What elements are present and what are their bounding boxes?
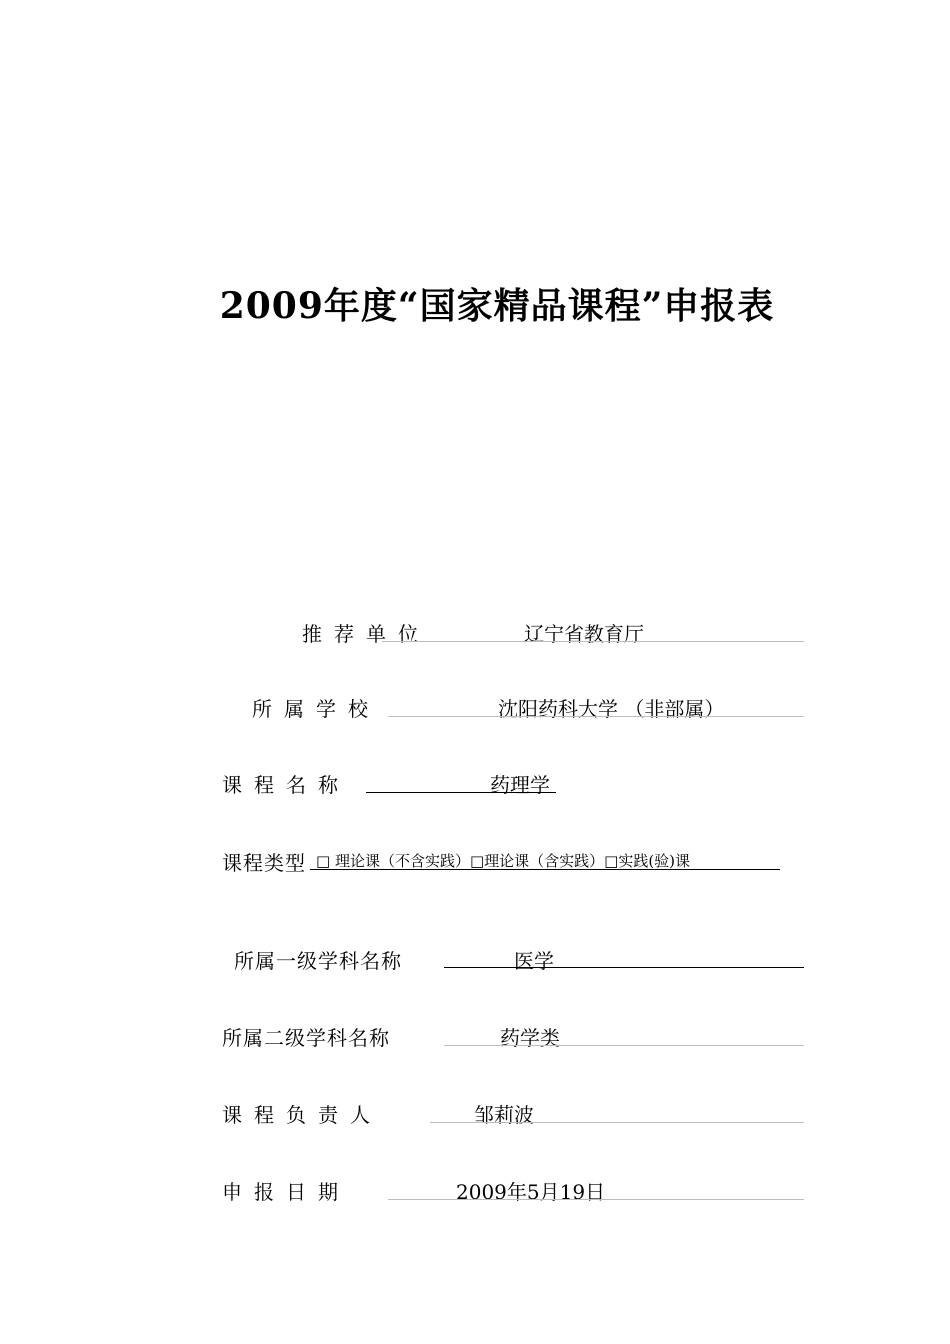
- school-value: 沈阳药科大学 （非部属）: [498, 697, 725, 721]
- course-type-options: [316, 850, 690, 871]
- first-discipline-line: [444, 967, 804, 968]
- document-title: 2009年度“国家精品课程”申报表: [219, 285, 775, 327]
- first-discipline-label: 所属一级学科名称: [234, 949, 402, 973]
- apply-date-line: [388, 1199, 804, 1200]
- apply-date-value: 2009年5月19日: [456, 1180, 606, 1204]
- apply-date-label: 申报日期: [222, 1180, 350, 1204]
- course-type-line: [310, 869, 780, 870]
- recommend-unit-label: 推荐单位: [302, 622, 430, 646]
- recommend-unit-line: [382, 641, 804, 642]
- course-name-value: 药理学: [490, 773, 550, 797]
- course-name-line: [366, 792, 556, 793]
- second-discipline-value: 药学类: [500, 1026, 560, 1050]
- first-discipline-value: 医学: [514, 949, 554, 973]
- course-leader-line: [430, 1122, 804, 1123]
- course-leader-label: 课程负责人: [222, 1103, 382, 1127]
- second-discipline-label: 所属二级学科名称: [222, 1026, 390, 1050]
- course-leader-value: 邹莉波: [474, 1103, 534, 1127]
- school-line: [388, 716, 804, 717]
- course-type-option-theory-with-practice[interactable]: □理论课（含实践）: [469, 852, 605, 870]
- course-type-option-practice[interactable]: □实践(验)课: [604, 852, 691, 870]
- course-name-label: 课程名称: [222, 773, 350, 797]
- school-label: 所属学校: [252, 697, 380, 721]
- course-type-option-theory-no-practice[interactable]: □ 理论课（不含实践）: [316, 852, 470, 870]
- recommend-unit-value: 辽宁省教育厅: [524, 622, 644, 646]
- course-type-label: 课程类型: [222, 851, 306, 875]
- second-discipline-line: [444, 1045, 804, 1046]
